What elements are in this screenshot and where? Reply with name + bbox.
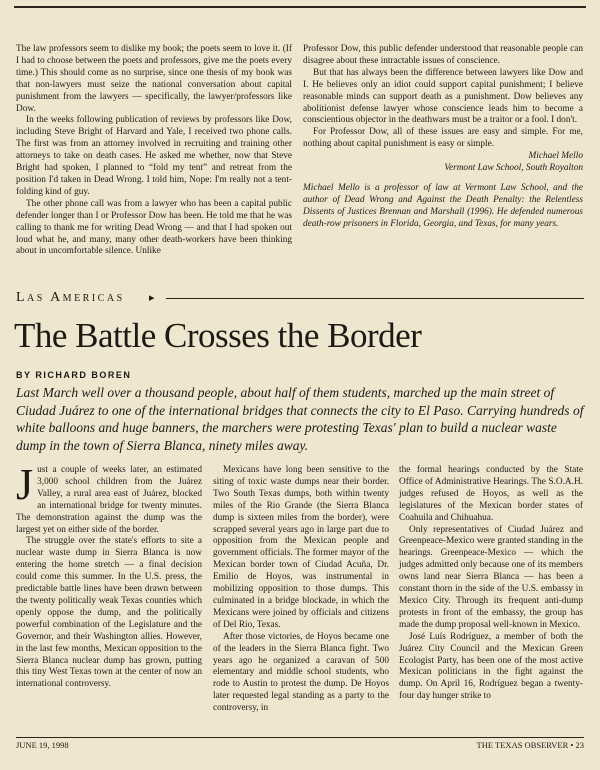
author-bio: Michael Mello is a professor of law at Vermont Law School, and the author of Dead Wrong and Against the Death Penalty: the Relentless Dissents of Justices Brennan and Marshall (1996). He defended numerous death-row prisoners in Florida, Georgia, and Texas, for many years. — [303, 182, 583, 229]
letter-paragraph: In the weeks following publication of reviews by professors like Dow, including Steve Bright of Harvard and Yale, I received two phone calls. The first was from an attorney involved in recruiting and training other attorneys to take on death cases. He asked me whether, now that Steve Bright had spoken, I planned to “fold my tent” and retreat from the position I'd taken in Dead Wrong. I told him, Nope: I'm really not a tent-folding kind of guy. — [16, 115, 292, 197]
article-paragraph: After those victories, de Hoyos became one of the leaders in the Sierra Blanca fight. Two years ago he organized a caravan of 500 elementary and middle school students, who rode to Austin to protest the dump. De Hoyos later requested legal standing as a party to the controversy, in — [213, 631, 389, 714]
article-headline: The Battle Crosses the Border — [14, 316, 422, 355]
article-deck: Last March well over a thousand people, about half of them students, marched up the main street of Ciudad Juárez to one of the international bridges that connects the city to El Paso. Carrying hundreds of white balloons and huge banners, the marchers were protesting Texas' plan to build a nuclear waste dump in the town of Sierra Blanca, ninety miles away. — [16, 385, 584, 453]
letter-paragraph: The other phone call was from a lawyer who has been a capital public defender longer than I or Professor Dow has been. He told me that he was calling to thank me for writing Dead Wrong — and that I had spoken out loud what he, and many, many other death-workers have been thinking about in uncomfortable silence. Unlike — [16, 198, 292, 257]
page-footer — [16, 740, 584, 752]
footer-rule — [16, 737, 584, 738]
issue-date: JUNE 19, 1998 — [16, 740, 69, 750]
letter-paragraph: Professor Dow, this public defender understood that reasonable people can disagree about these intractable issues of conscience. — [303, 44, 583, 66]
article-byline: BY RICHARD BOREN — [16, 370, 132, 380]
section-rule — [166, 298, 584, 299]
section-label: Las Americas — [16, 290, 125, 305]
triangle-right-icon: ▸ — [149, 292, 155, 304]
drop-cap: J — [16, 460, 34, 509]
article-paragraph: The struggle over the state's efforts to site a nuclear waste dump in Sierra Blanca is now entering the home stretch — a final decision could come this summer. In the U.S. press, the predictable battle lines have been drawn between the twenty politically weak Texas counties which openly oppose the dump, and the politically powerful combination of the Legislature and the Governor, and their Washington allies. However, in the last few months, Mexican opposition to the Sierra Blanca nuclear dump has grown, putting this tiny West Texas town at the center of now an international controversy. — [16, 536, 202, 690]
signature-affiliation: Vermont Law School, South Royalton — [444, 163, 583, 174]
letter-right-column — [303, 44, 583, 231]
article-column-1 — [16, 460, 202, 691]
top-rule — [14, 6, 586, 8]
article-column-2 — [213, 465, 389, 715]
section-header — [16, 288, 584, 308]
article-paragraph — [16, 460, 202, 536]
letter-paragraph: For Professor Dow, all of these issues are easy and simple. For me, nothing about capital punishment is easy or simple. — [303, 127, 583, 150]
letter-paragraph: But that has always been the difference between lawyers like Dow and I. He believes only an idiot could support capital punishment; I believe reasonable minds can support death as a punishment. Dow believes any abolitionist defense lawyer whose conscience leads him to become a conscientious objector in the deathwars must be a traitor or a fool. I don't. — [303, 67, 583, 126]
publication-page: THE TEXAS OBSERVER • 23 — [476, 740, 584, 750]
article-paragraph: José Luís Rodríguez, a member of both the Juárez City Council and the Mexican Green Ecologist Party, has been one of the most active Mexican politicians in the fight against the dump. On April 16, Rodríguez began a twenty-four day hunger strike to — [399, 631, 583, 702]
article-paragraph: the formal hearings conducted by the State Office of Administrative Hearings. The S.O.A.H. judges refused de Hoyos, as well as the legislatures of the Mexican border states of Coahuila and Chihuahua. — [399, 465, 583, 523]
article-opening-text: ust a couple of weeks later, an estimated 3,000 school children from the Juárez Valley, a rural area east of Juárez, blocked an international bridge for twenty minutes. The demonstration against the dump was the largest yet on either side of the border. — [16, 465, 202, 535]
signature-name: Michael Mello — [528, 151, 583, 162]
article-paragraph: Only representatives of Ciudad Juárez and Greenpeace-Mexico were granted standing in the hearings. Greenpeace-Mexico — which the judges admitted only because one of its members owns land near Sierra Blanca — has been a constant thorn in the side of the U.S. embassy in Mexico City. Through its frequent anti-dump protests in front of the embassy, the group has made the dump proposal well-known in Mexico. — [399, 524, 583, 630]
letter-paragraph: The law professors seem to dislike my book; the poets seem to love it. (If I had to choose between the poets and professors, give me the poets every time.) This should come as no surprise, since one thesis of my book was that non-lawyers must seize the national conversation about capital punishment from the lawyers — specifically, the lawyer/professors like Dow. — [16, 44, 292, 114]
article-column-3 — [399, 465, 583, 703]
letter-left-column — [16, 44, 292, 258]
article-paragraph: Mexicans have long been sensitive to the siting of toxic waste dumps near their border. Two South Texas dumps, both within twenty miles of the Rio Grande (the Sierra Blanca dump is sixteen miles from the border), were scrapped several years ago in large part due to opposition from the Mexican people and government officials. The former mayor of the Mexican border town of Ciudad Acuña, Dr. Emilio de Hoyos, was instrumental in mobilizing opposition to those dumps. This culminated in a bridge blockade, in which the Mexicans were joined by officials and citizens of Del Rio, Texas. — [213, 465, 389, 630]
